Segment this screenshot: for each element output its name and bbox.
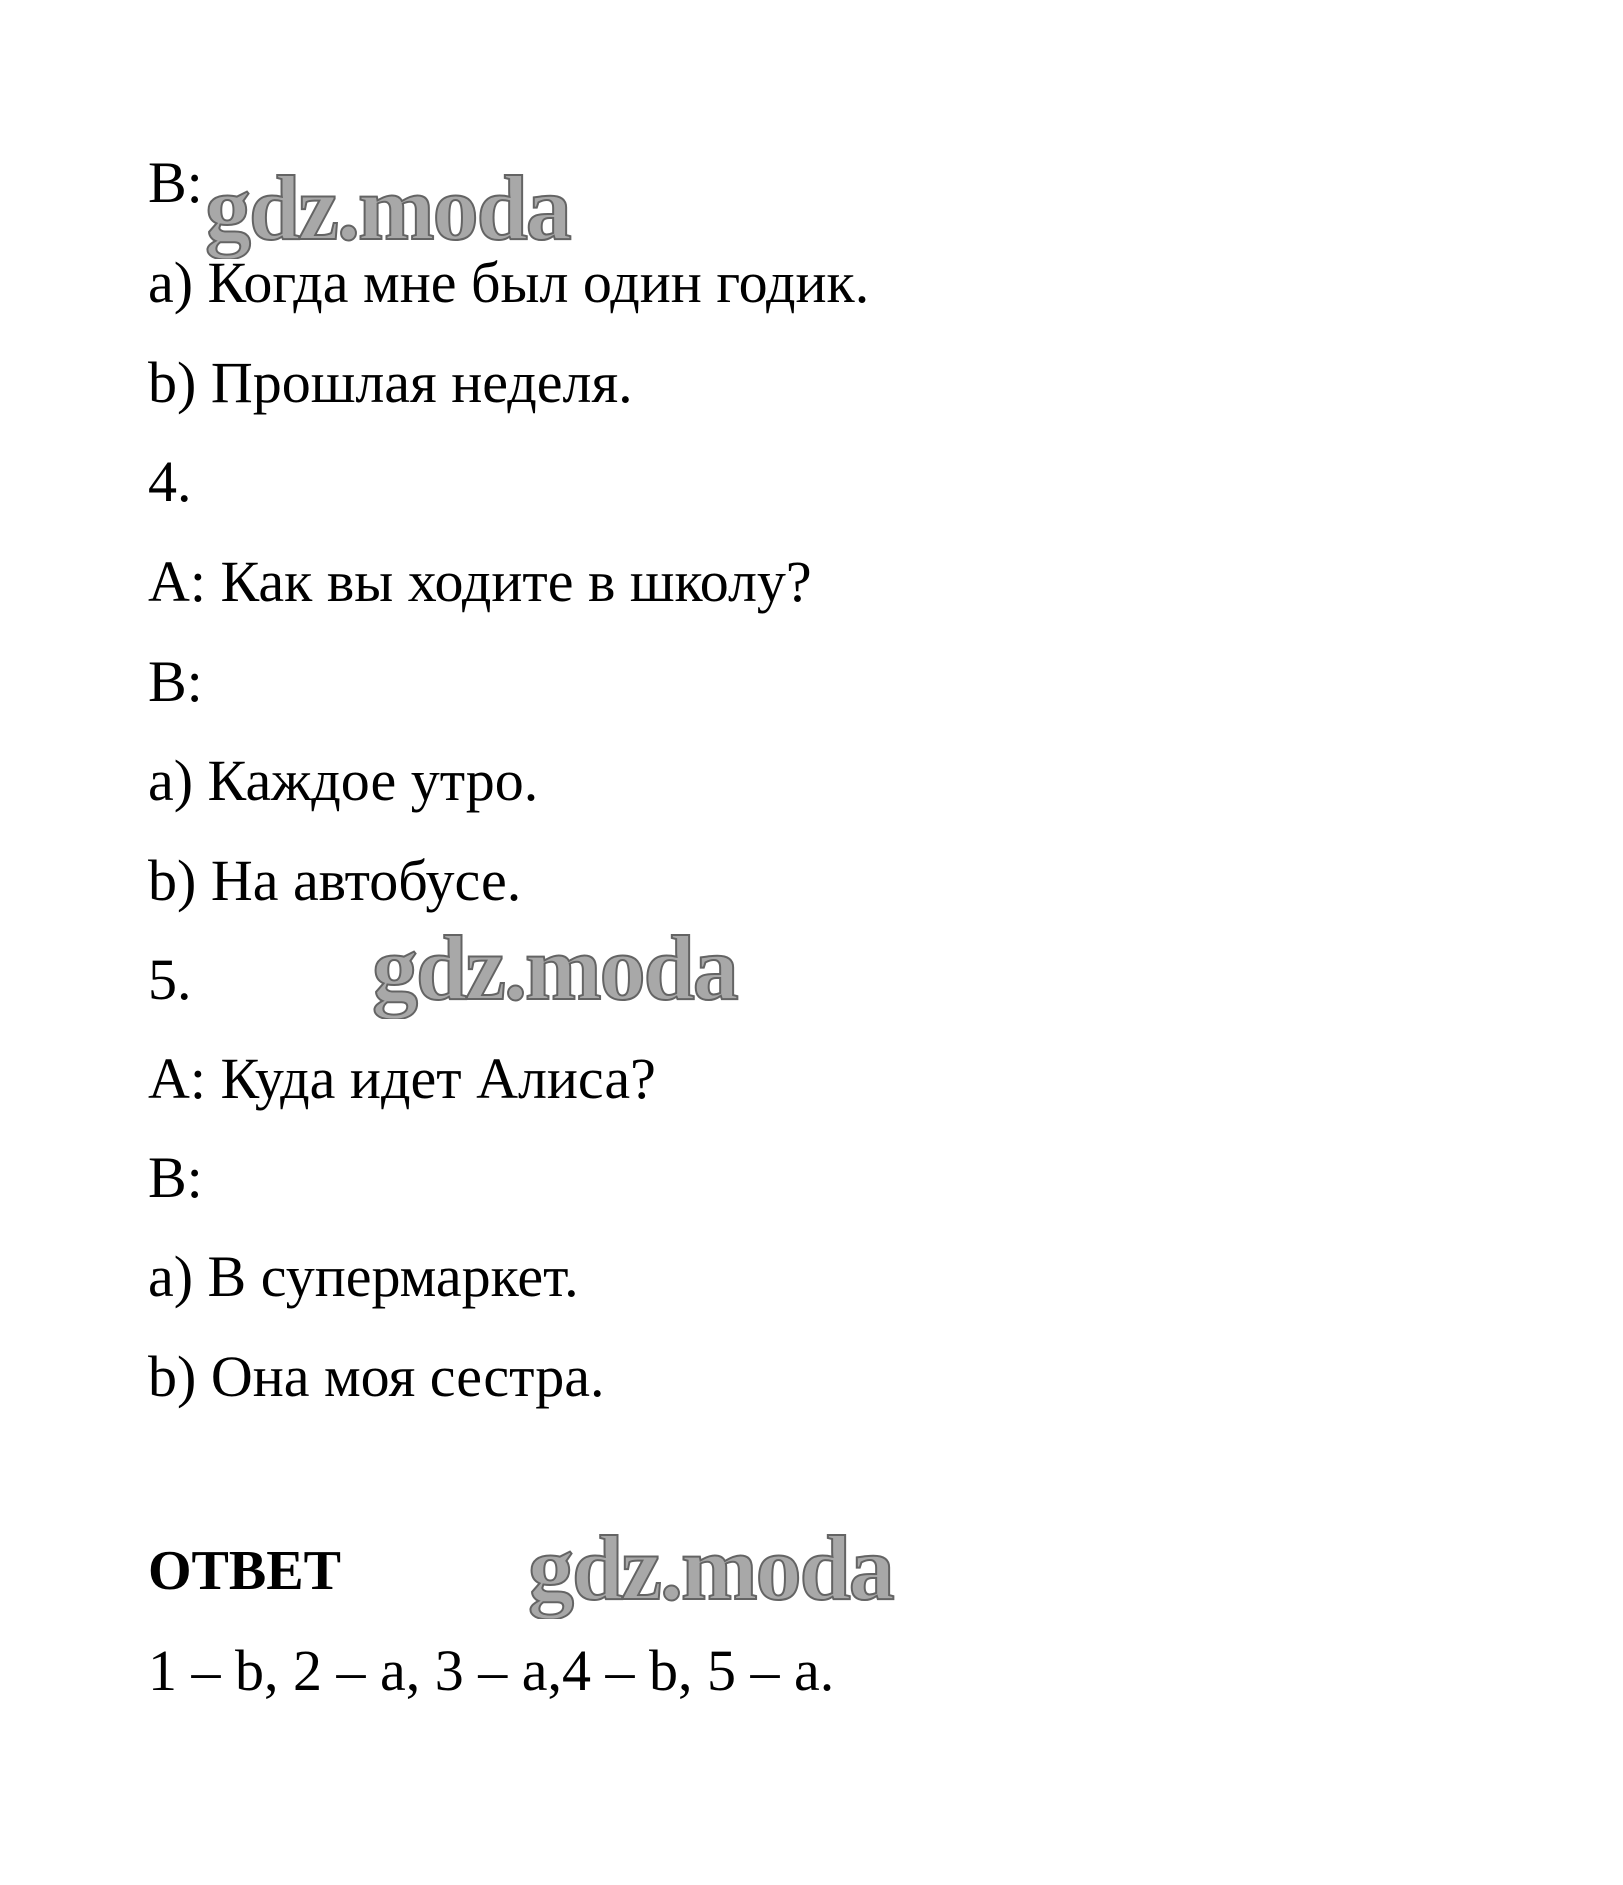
option-a-3: a) Когда мне был один годик. [148, 250, 870, 315]
answer-heading: ОТВЕТ [148, 1540, 341, 1602]
watermark-logo: gdz.moda [372, 917, 737, 1019]
option-a-5: a) В супермаркет. [148, 1244, 579, 1309]
option-b-3: b) Прошлая неделя. [148, 350, 633, 415]
option-b-5: b) Она моя сестра. [148, 1344, 605, 1409]
dialog-line-b-3: B: [148, 150, 203, 215]
option-a-4: a) Каждое утро. [148, 748, 539, 813]
answer-text: 1 – b, 2 – a, 3 – a,4 – b, 5 – a. [148, 1638, 835, 1703]
watermark-logo: gdz.moda [528, 1517, 893, 1619]
dialog-line-a-4: A: Как вы ходите в школу? [148, 549, 812, 614]
dialog-line-b-5: B: [148, 1145, 203, 1210]
watermark-logo: gdz.moda [205, 157, 570, 259]
dialog-line-b-4: B: [148, 649, 203, 714]
option-b-4: b) На автобусе. [148, 848, 522, 913]
item-number-5: 5. [148, 947, 192, 1012]
dialog-line-a-5: A: Куда идет Алиса? [148, 1046, 656, 1111]
item-number-4: 4. [148, 449, 192, 514]
